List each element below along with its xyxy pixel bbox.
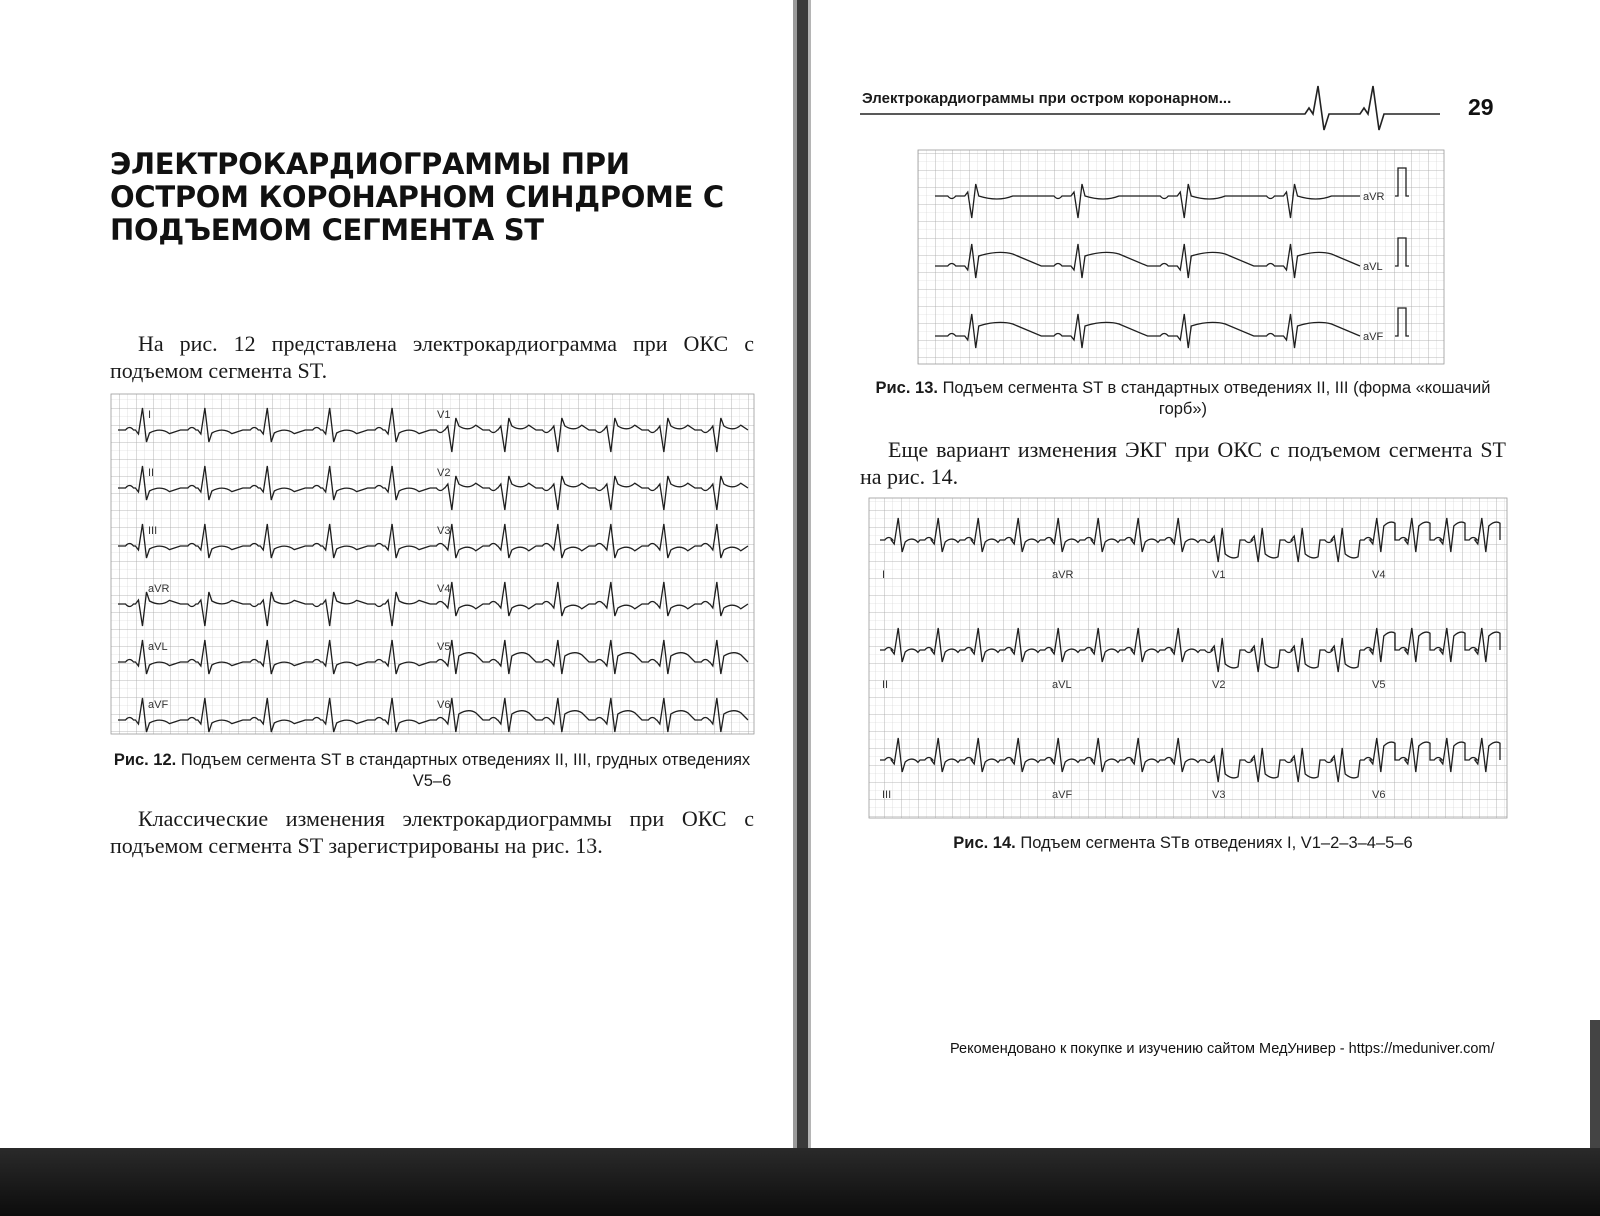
lead-label-V1: V1 bbox=[437, 409, 451, 421]
figure-14-caption-label: Рис. 14. bbox=[953, 834, 1016, 852]
paragraph-1: На рис. 12 представлена электрокардиограмма при ОКС с подъемом сегмента ST. bbox=[110, 331, 754, 383]
lead-label-V1: V1 bbox=[1212, 569, 1226, 581]
figure-13-ecg bbox=[918, 150, 1444, 364]
page-number: 29 bbox=[1468, 94, 1494, 120]
figure-14-caption-text: Подъем сегмента STв отведениях I, V1–2–3–4–5–6 bbox=[1020, 834, 1413, 852]
lead-label-V2: V2 bbox=[1212, 679, 1226, 691]
book-spine bbox=[797, 0, 808, 1148]
figure-14-caption bbox=[860, 833, 1506, 854]
lead-label-V4: V4 bbox=[1372, 569, 1386, 581]
running-header: Электрокардиограммы при остром коронарном... bbox=[862, 90, 1232, 107]
lead-label-aVR: aVR bbox=[1052, 569, 1074, 581]
lead-label-V3: V3 bbox=[1212, 789, 1226, 801]
lead-label-V5: V5 bbox=[1372, 679, 1386, 691]
lead-label-III: III bbox=[882, 789, 892, 801]
figure-14-ecg bbox=[869, 498, 1507, 818]
figure-13-caption bbox=[860, 378, 1506, 420]
chapter-title: ЭЛЕКТРОКАРДИОГРАММЫ ПРИ ОСТРОМ КОРОНАРНОМ СИНДРОМЕ С ПОДЪЕМОМ СЕГМЕНТА ST bbox=[110, 147, 724, 247]
lead-label-II: II bbox=[148, 467, 155, 479]
lead-label-I: I bbox=[882, 569, 886, 581]
lead-label-aVR: aVR bbox=[1363, 191, 1385, 203]
lead-label-V4: V4 bbox=[437, 583, 451, 595]
figure-13-caption-label: Рис. 13. bbox=[875, 379, 938, 397]
figure-13-caption-text: Подъем сегмента ST в стандартных отведениях II, III (форма «кошачий горб») bbox=[942, 379, 1491, 418]
lead-label-aVL: aVL bbox=[1052, 679, 1072, 691]
lead-label-V6: V6 bbox=[437, 699, 451, 711]
lead-label-II: II bbox=[882, 679, 889, 691]
figure-12-caption-text: Подъем сегмента ST в стандартных отведениях II, III, грудных отведениях V5–6 bbox=[180, 751, 751, 790]
lead-label-I: I bbox=[148, 409, 152, 421]
lead-label-aVL: aVL bbox=[1363, 261, 1383, 273]
paragraph-3: Еще вариант изменения ЭКГ при ОКС с подъемом сегмента ST на рис. 14. bbox=[860, 437, 1506, 489]
lead-label-aVF: aVF bbox=[1052, 789, 1073, 801]
scanner-edge-band bbox=[0, 1148, 1600, 1216]
lead-label-V6: V6 bbox=[1372, 789, 1386, 801]
figure-12-caption bbox=[110, 750, 754, 792]
lead-label-aVF: aVF bbox=[148, 699, 169, 711]
footer-note: Рекомендовано к покупке и изучению сайтом МедУнивер - https://meduniver.com/ bbox=[950, 1041, 1495, 1057]
lead-label-III: III bbox=[148, 525, 158, 537]
figure-12-caption-label: Рис. 12. bbox=[113, 751, 177, 769]
lead-label-aVR: aVR bbox=[148, 583, 170, 595]
lead-label-aVF: aVF bbox=[1363, 331, 1384, 343]
figure-12-ecg bbox=[111, 394, 754, 734]
paragraph-2: Классические изменения электрокардиограммы при ОКС с подъемом сегмента ST зарегистрированы на рис. 13. bbox=[110, 806, 754, 858]
lead-label-V3: V3 bbox=[437, 525, 451, 537]
lead-label-V2: V2 bbox=[437, 467, 451, 479]
lead-label-aVL: aVL bbox=[148, 641, 168, 653]
lead-label-V5: V5 bbox=[437, 641, 451, 653]
